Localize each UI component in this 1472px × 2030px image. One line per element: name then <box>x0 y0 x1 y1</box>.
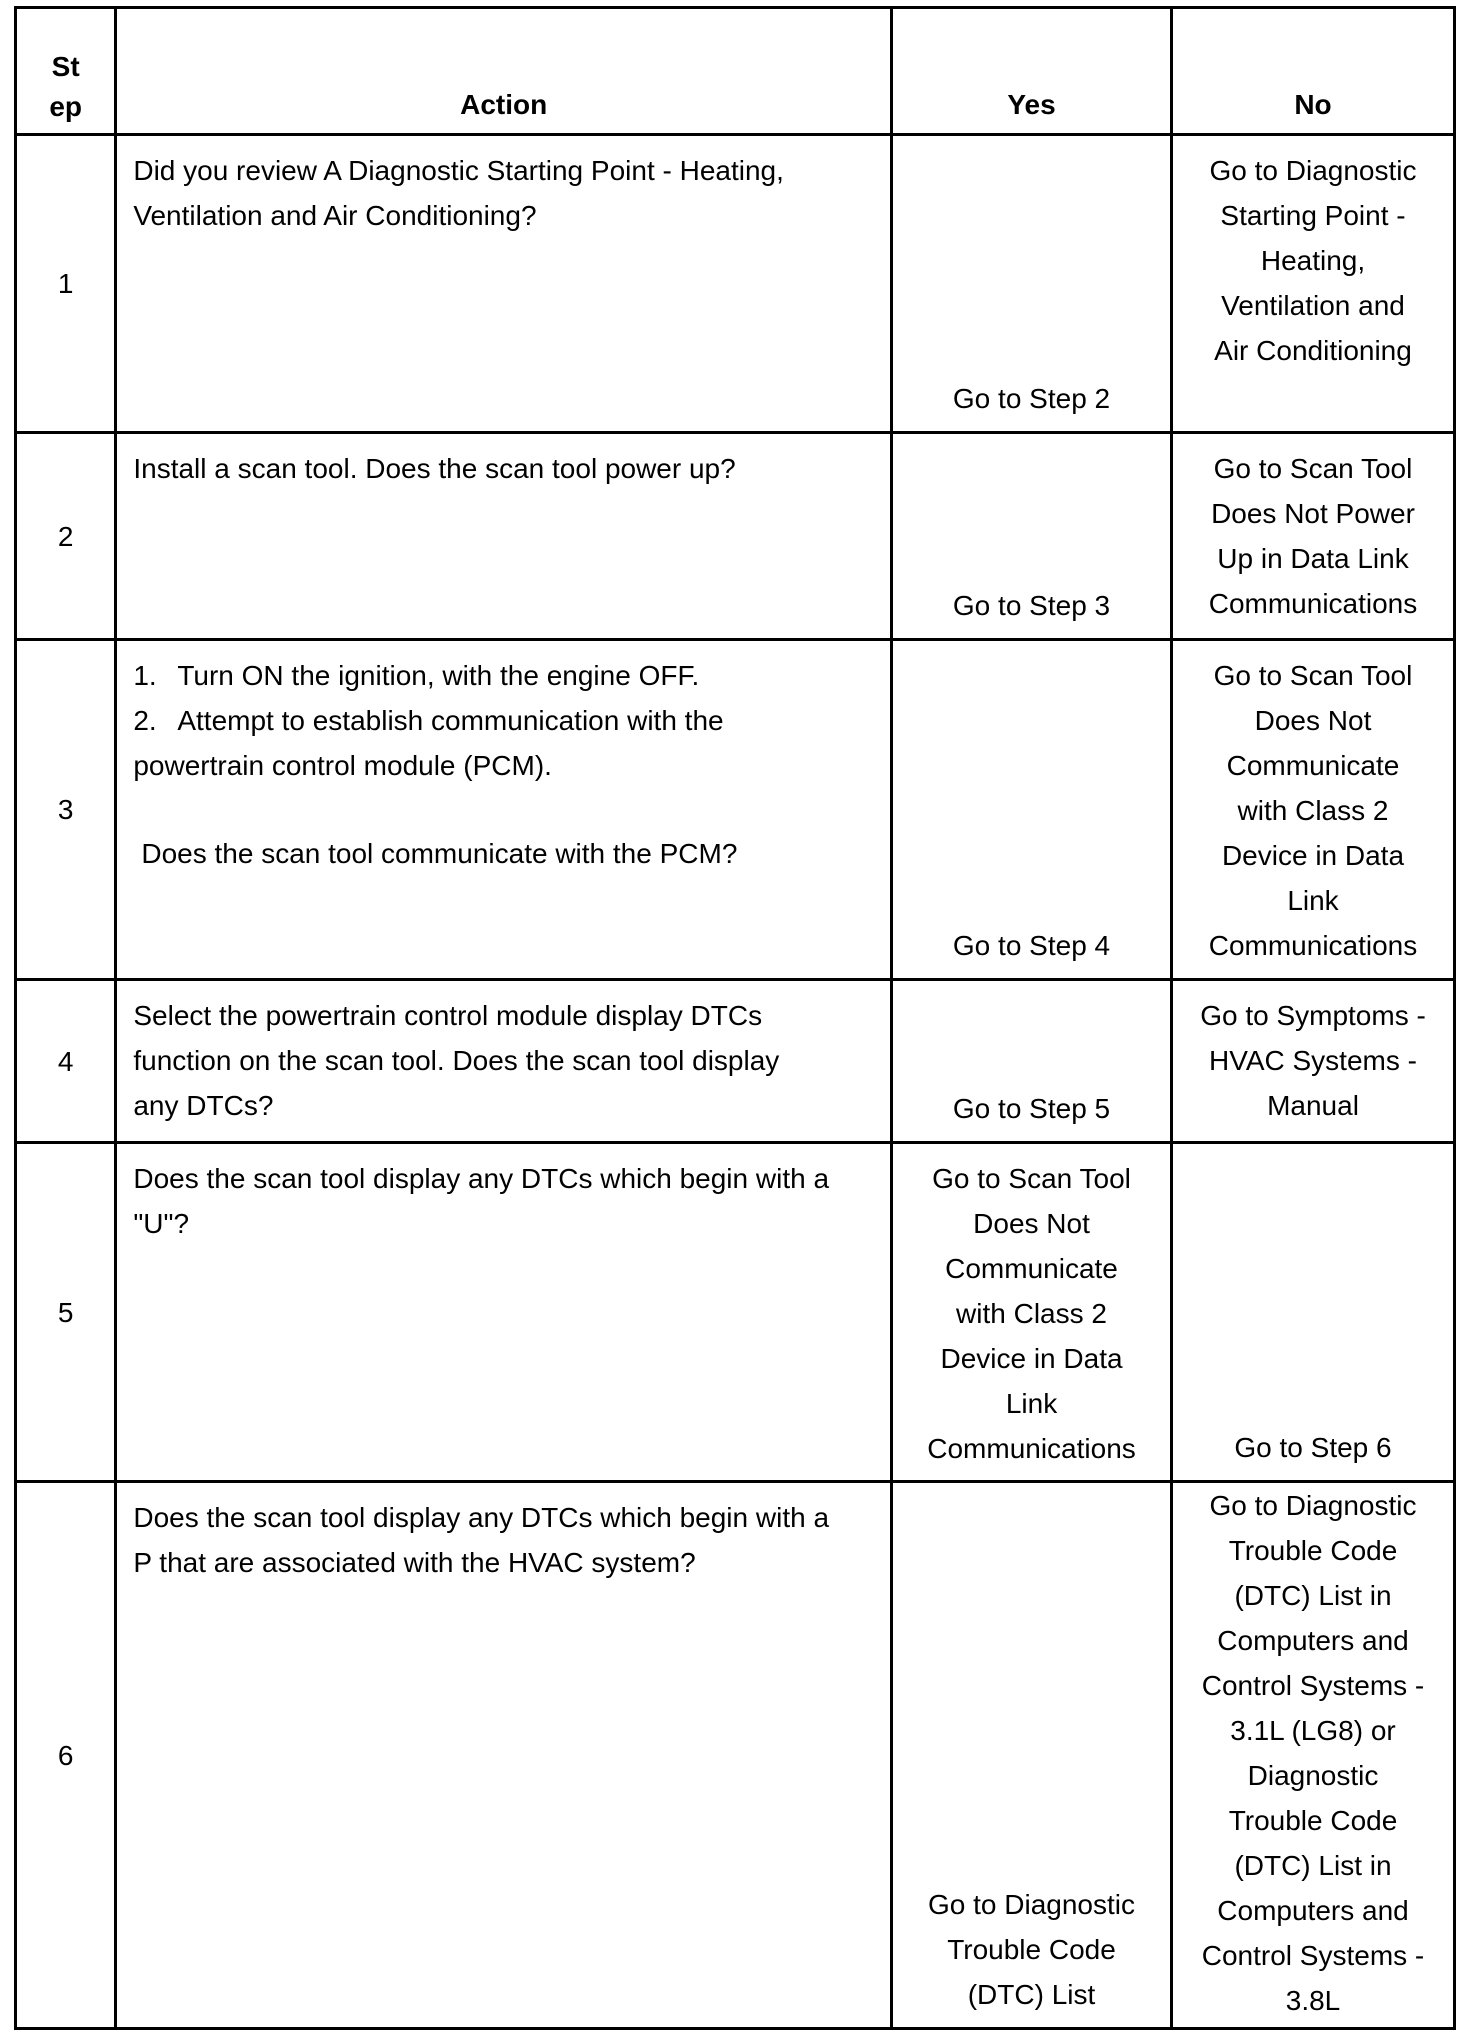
no-link[interactable]: Starting Point - <box>1220 200 1406 231</box>
no-link[interactable]: Trouble Code <box>1228 1805 1398 1836</box>
step-number: 5 <box>16 1143 116 1482</box>
no-cell <box>1172 1143 1455 1482</box>
yes-link[interactable]: Go to Diagnostic <box>928 1889 1136 1920</box>
no-link[interactable]: Go to Scan Tool <box>1213 660 1413 691</box>
header-step-line: St <box>51 51 80 82</box>
action-cell <box>116 433 892 640</box>
no-link[interactable]: Ventilation and <box>1221 290 1405 321</box>
list-number: 1. <box>133 660 157 691</box>
action-cell <box>116 640 892 980</box>
action-list-item <box>133 653 874 698</box>
no-link[interactable]: Does Not <box>1254 705 1372 736</box>
no-link[interactable]: Control Systems - <box>1201 1670 1425 1701</box>
yes-link[interactable]: Trouble Code <box>947 1934 1116 1965</box>
no-cell <box>1172 433 1455 640</box>
no-link[interactable]: Communicate <box>1226 750 1400 781</box>
action-cell <box>116 135 892 433</box>
action-question: Does the scan tool communicate with the PCM? <box>141 838 738 869</box>
action-cell <box>116 1143 892 1482</box>
no-link[interactable]: (DTC) List in <box>1234 1580 1392 1611</box>
no-link[interactable]: Manual <box>1267 1090 1359 1121</box>
diagnostic-table <box>14 6 1456 2030</box>
no-link[interactable]: 3.8L <box>1285 1985 1341 2016</box>
yes-link[interactable]: with Class 2 <box>956 1298 1107 1329</box>
step-number: 3 <box>16 640 116 980</box>
table-row <box>16 433 1455 640</box>
no-cell <box>1172 980 1455 1143</box>
yes-link[interactable]: Go to Scan Tool <box>932 1163 1131 1194</box>
no-link[interactable]: HVAC Systems - <box>1209 1045 1417 1076</box>
action-text: Does the scan tool display any DTCs which begin with a <box>133 1163 830 1194</box>
no-link[interactable]: with Class 2 <box>1237 795 1389 826</box>
yes-link[interactable]: (DTC) List <box>967 1979 1096 2010</box>
action-text: "U"? <box>133 1208 190 1239</box>
yes-link[interactable]: Does Not <box>973 1208 1090 1239</box>
no-link[interactable]: Go to Symptoms - <box>1200 1000 1426 1031</box>
action-text: Does the scan tool display any DTCs which begin with a <box>133 1502 830 1533</box>
yes-link[interactable]: Go to Step 5 <box>952 1093 1111 1124</box>
yes-link[interactable]: Communicate <box>945 1253 1118 1284</box>
action-text: Select the powertrain control module display DTCs <box>133 1000 763 1031</box>
yes-link[interactable]: Link <box>1005 1388 1058 1419</box>
yes-cell <box>892 980 1172 1143</box>
no-link[interactable]: Go to Step 6 <box>1234 1432 1392 1463</box>
no-link[interactable]: Diagnostic <box>1247 1760 1379 1791</box>
action-cell <box>116 1482 892 2029</box>
yes-link[interactable]: Communications <box>927 1433 1136 1464</box>
action-text: function on the scan tool. Does the scan tool display <box>133 1045 780 1076</box>
header-step-line: ep <box>49 91 83 122</box>
no-link[interactable]: Air Conditioning <box>1214 335 1412 366</box>
yes-link[interactable]: Device in Data <box>940 1343 1123 1374</box>
no-link[interactable]: Communications <box>1208 930 1418 961</box>
no-link[interactable]: (DTC) List in <box>1234 1850 1392 1881</box>
header-no: No <box>1172 8 1455 135</box>
no-link[interactable]: Communications <box>1208 588 1418 619</box>
action-text: Ventilation and Air Conditioning? <box>133 200 537 231</box>
yes-cell <box>892 1482 1172 2029</box>
yes-cell <box>892 433 1172 640</box>
no-cell <box>1172 640 1455 980</box>
table-row <box>16 1143 1455 1482</box>
step-number: 6 <box>16 1482 116 2029</box>
yes-link[interactable]: Go to Step 2 <box>952 383 1111 414</box>
no-link[interactable]: Trouble Code <box>1228 1535 1398 1566</box>
no-link[interactable]: Heating, <box>1260 245 1366 276</box>
list-number: 2. <box>133 705 157 736</box>
spacer <box>133 788 874 831</box>
action-text: P that are associated with the HVAC system? <box>133 1547 696 1578</box>
step-number: 4 <box>16 980 116 1143</box>
no-link[interactable]: Go to Diagnostic <box>1209 1490 1417 1521</box>
no-cell <box>1172 135 1455 433</box>
no-link[interactable]: 3.1L (LG8) or <box>1230 1715 1396 1746</box>
no-link[interactable]: Go to Scan Tool <box>1213 453 1413 484</box>
header-action: Action <box>116 8 892 135</box>
action-text: Did you review A Diagnostic Starting Point - Heating, <box>133 155 784 186</box>
yes-cell <box>892 640 1172 980</box>
no-link[interactable]: Computers and <box>1217 1625 1409 1656</box>
yes-link[interactable]: Go to Step 3 <box>952 590 1111 621</box>
no-link[interactable]: Computers and <box>1217 1895 1409 1926</box>
no-link[interactable]: Does Not Power <box>1211 498 1415 529</box>
yes-cell <box>892 135 1172 433</box>
action-text: Install a scan tool. Does the scan tool power up? <box>133 453 736 484</box>
step-number: 1 <box>16 135 116 433</box>
table-row <box>16 1482 1455 2029</box>
action-list-item <box>133 698 874 743</box>
table-row <box>16 980 1455 1143</box>
header-yes: Yes <box>892 8 1172 135</box>
table-row <box>16 640 1455 980</box>
no-link[interactable]: Up in Data Link <box>1217 543 1409 574</box>
table-header-row <box>16 8 1455 135</box>
no-link[interactable]: Control Systems - <box>1201 1940 1425 1971</box>
header-step <box>16 8 116 135</box>
step-number: 2 <box>16 433 116 640</box>
no-link[interactable]: Link <box>1287 885 1339 916</box>
yes-cell <box>892 1143 1172 1482</box>
action-text: any DTCs? <box>133 1090 274 1121</box>
no-link[interactable]: Go to Diagnostic <box>1209 155 1417 186</box>
table-row <box>16 135 1455 433</box>
no-link[interactable]: Device in Data <box>1221 840 1405 871</box>
no-cell <box>1172 1482 1455 2029</box>
list-text: Turn ON the ignition, with the engine OFF. <box>177 660 700 691</box>
yes-link[interactable]: Go to Step 4 <box>952 930 1111 961</box>
action-text: powertrain control module (PCM). <box>133 750 552 781</box>
list-text: Attempt to establish communication with the <box>177 705 724 736</box>
action-cell <box>116 980 892 1143</box>
